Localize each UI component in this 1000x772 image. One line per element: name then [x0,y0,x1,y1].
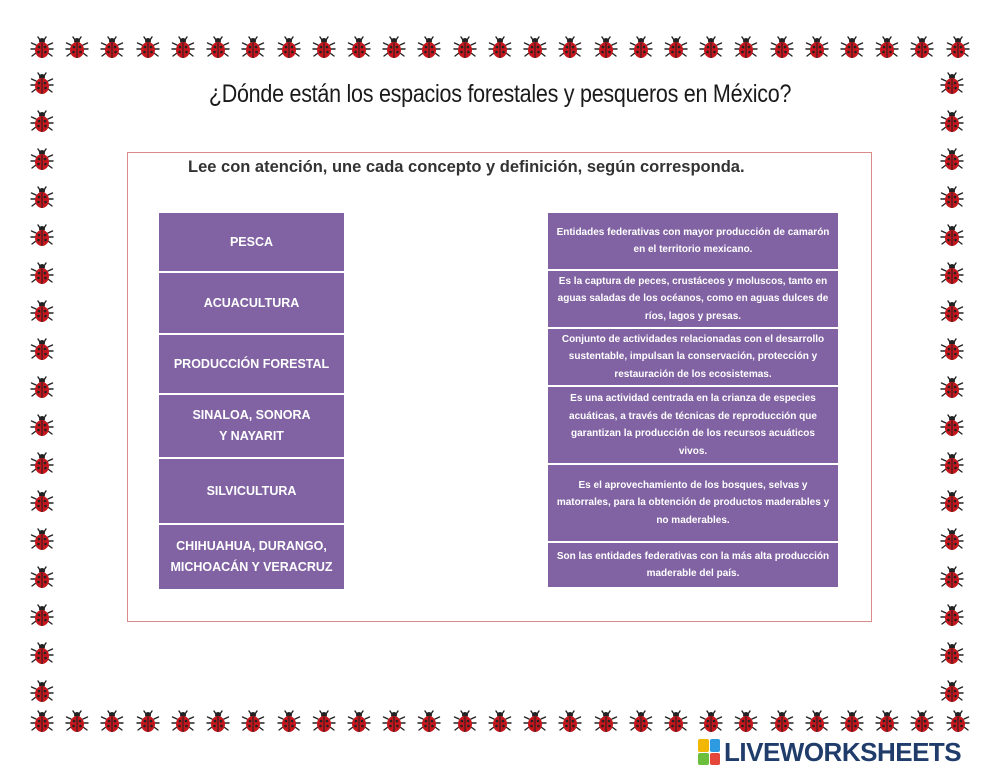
ladybug-icon [770,710,794,734]
ladybug-icon [940,490,964,514]
ladybug-icon [241,36,265,60]
ladybug-icon [453,710,477,734]
ladybug-icon [136,36,160,60]
ladybug-icon [30,490,54,514]
ladybug-icon [805,710,829,734]
ladybug-icon [382,36,406,60]
ladybug-icon [30,300,54,324]
ladybug-icon [940,110,964,134]
ladybug-icon [30,224,54,248]
worksheet-panel [127,152,872,622]
ladybug-icon [940,262,964,286]
ladybug-icon [946,710,970,734]
ladybug-icon [30,414,54,438]
ladybug-icon [312,36,336,60]
ladybug-icon [940,452,964,476]
ladybug-icon [30,376,54,400]
concept-box[interactable]: PESCA [159,213,344,273]
ladybug-icon [523,36,547,60]
logo-text: LIVEWORKSHEETS [724,736,962,767]
ladybug-icon [30,110,54,134]
ladybug-icon [30,566,54,590]
ladybug-icon [30,710,54,734]
ladybug-icon [30,528,54,552]
ladybug-icon [136,710,160,734]
ladybug-icon [558,36,582,60]
ladybug-icon [940,414,964,438]
ladybug-icon [940,300,964,324]
ladybug-icon [940,566,964,590]
ladybug-border-left [30,72,56,704]
ladybug-icon [488,36,512,60]
ladybug-icon [171,710,195,734]
ladybug-icon [699,710,723,734]
ladybug-icon [940,224,964,248]
page-title: ¿Dónde están los espacios forestales y pesqueros en México? [208,80,792,108]
ladybug-icon [100,36,124,60]
ladybug-icon [65,710,89,734]
ladybug-icon [699,36,723,60]
ladybug-icon [206,36,230,60]
ladybug-icon [910,36,934,60]
ladybug-icon [558,710,582,734]
ladybug-icon [664,710,688,734]
ladybug-icon [241,710,265,734]
ladybug-icon [30,604,54,628]
ladybug-icon [100,710,124,734]
ladybug-icon [875,710,899,734]
ladybug-icon [734,36,758,60]
instruction-text: Lee con atención, une cada concepto y definición, según corresponda. [188,158,745,176]
ladybug-icon [940,642,964,666]
definition-box[interactable]: Son las entidades federativas con la más alta producción maderable del país. [548,543,838,587]
concept-box[interactable]: ACUACULTURA [159,273,344,335]
concept-box[interactable]: SILVICULTURA [159,459,344,525]
ladybug-icon [277,710,301,734]
ladybug-icon [347,710,371,734]
ladybug-icon [940,528,964,552]
ladybug-icon [382,710,406,734]
ladybug-icon [940,338,964,362]
definition-box[interactable]: Entidades federativas con mayor producción de camarón en el territorio mexicano. [548,213,838,271]
ladybug-icon [940,186,964,210]
ladybug-icon [30,186,54,210]
ladybug-icon [594,710,618,734]
ladybug-icon [910,710,934,734]
ladybug-icon [664,36,688,60]
ladybug-icon [30,338,54,362]
definition-box[interactable]: Es la captura de peces, crustáceos y moluscos, tanto en aguas saladas de los océanos, como en aguas dulces de ríos, lagos y presas. [548,271,838,329]
ladybug-icon [30,148,54,172]
ladybug-icon [594,36,618,60]
ladybug-icon [30,452,54,476]
logo-mark-icon [698,739,720,765]
concept-box[interactable]: PRODUCCIÓN FORESTAL [159,335,344,395]
ladybug-icon [805,36,829,60]
ladybug-icon [30,680,54,704]
ladybug-icon [30,36,54,60]
ladybug-icon [453,36,477,60]
ladybug-border-top [30,36,970,62]
ladybug-icon [940,604,964,628]
ladybug-icon [840,36,864,60]
definition-box[interactable]: Conjunto de actividades relacionadas con el desarrollo sustentable, impulsan la conservación, protección y restauración de los ecosistemas. [548,329,838,387]
ladybug-icon [629,710,653,734]
ladybug-icon [940,72,964,96]
ladybug-icon [940,376,964,400]
concept-column [159,213,344,589]
ladybug-icon [417,710,441,734]
definition-box[interactable]: Es una actividad centrada en la crianza de especies acuáticas, a través de técnicas de reproducción que garantizan la producción de los recursos acuáticos vivos. [548,387,838,465]
ladybug-icon [770,36,794,60]
ladybug-icon [946,36,970,60]
ladybug-icon [734,710,758,734]
ladybug-icon [65,36,89,60]
ladybug-icon [523,710,547,734]
ladybug-icon [629,36,653,60]
ladybug-icon [30,642,54,666]
concept-box[interactable]: SINALOA, SONORA Y NAYARIT [159,395,344,459]
ladybug-icon [940,680,964,704]
ladybug-icon [417,36,441,60]
ladybug-icon [30,262,54,286]
ladybug-icon [30,72,54,96]
ladybug-border-right [940,72,966,704]
ladybug-icon [940,148,964,172]
ladybug-icon [312,710,336,734]
ladybug-icon [840,710,864,734]
ladybug-icon [347,36,371,60]
ladybug-icon [171,36,195,60]
ladybug-icon [488,710,512,734]
definition-column [548,213,838,587]
ladybug-icon [206,710,230,734]
ladybug-border-bottom [30,710,970,736]
definition-box[interactable]: Es el aprovechamiento de los bosques, selvas y matorrales, para la obtención de productos maderables y no maderables. [548,465,838,543]
ladybug-icon [277,36,301,60]
liveworksheets-logo [698,738,961,766]
ladybug-icon [875,36,899,60]
concept-box[interactable]: CHIHUAHUA, DURANGO, MICHOACÁN Y VERACRUZ [159,525,344,589]
